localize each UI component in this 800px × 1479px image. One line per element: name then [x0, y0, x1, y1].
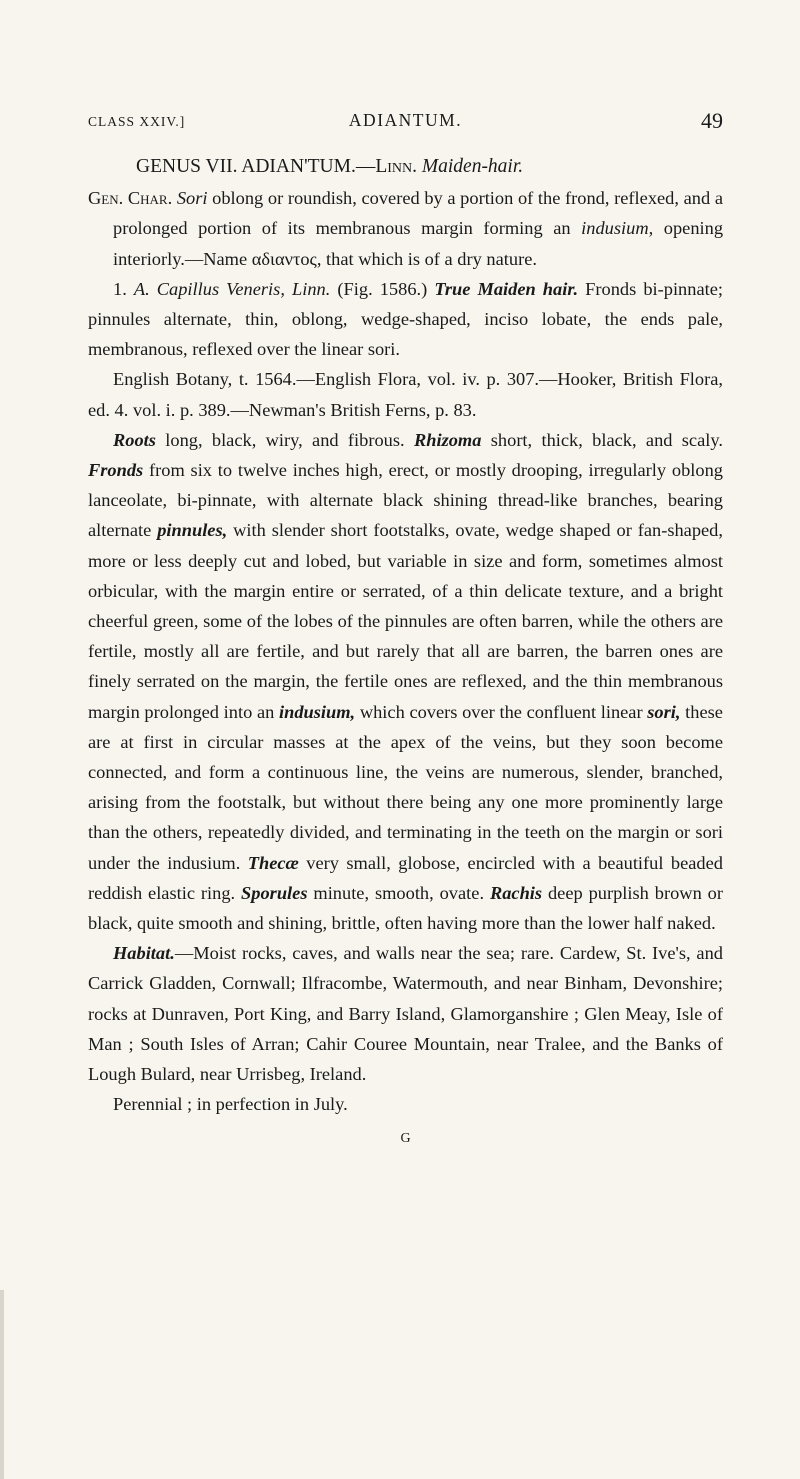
species-diagnosis: Fronds bi-pinnate; pinnules alternate, thin, oblong, wedge-shaped, inciso lobate, the ends pale, membranous, reflexed over the linear sori.: [88, 278, 723, 360]
body-text: [88, 152, 723, 1154]
description: Roots long, black, wiry, and fibrous. Rhizoma short, thick, black, and scaly. Fronds from six to twelve inches high, erect, or mostly drooping, irregularly oblong lanceolate, bi-pinnate, with alternate black shining thread-like branches, bearing alternate pinnules, with slender short footstalks, ovate, wedge shaped or fan-shaped, more or less deeply cut and lobed, but variable in size and form, sometimes almost orbicular, with the margin entire or serrated, of a thin delicate texture, and a bright cheerful green, some of the lobes of the pinnules are often barren, while the others are fertile, mostly all are fertile, and but rarely that all are barren, the barren ones are finely serrated on the margin, the fertile ones are reflexed, and the thin membranous margin prolonged into an indusium, which covers over the confluent linear sori, these are at first in circular masses at the apex of the veins, but they soon become connected, and form a continuous line, the veins are numerous, slender, branched, arising from the footstalk, but without there being any one more prominently large than the others, repeatedly divided, and terminating in the teeth on the margin or sori under the indusium. Thecæ very small, globose, encircled with a beautiful beaded reddish elastic ring. Sporules minute, smooth, ovate. Rachis deep purplish brown or black, quite smooth and shining, brittle, often having more than the lower half naked.: [88, 429, 723, 934]
signature-mark: G: [400, 1130, 411, 1146]
greek-name: αδιαντος,: [251, 248, 322, 269]
genus-common-name: Maiden-hair.: [421, 156, 524, 177]
running-header: [88, 108, 723, 138]
perennial-note: Perennial ; in perfection in July.: [113, 1094, 348, 1115]
species-name: A. Capillus Veneris, Linn.: [133, 278, 331, 299]
page-edge-shadow: [0, 1290, 4, 1479]
class-heading: CLASS XXIV.]: [88, 114, 186, 129]
figure-reference: (Fig. 1586.): [337, 278, 428, 299]
section-title: ADIANTUM.: [348, 110, 463, 130]
genus-heading: [88, 152, 723, 182]
genus-authority: Linn.: [375, 156, 417, 177]
references: English Botany, t. 1564.—English Flora, vol. iv. p. 307.—Hooker, British Flora, ed. 4. vol. i. p. 389.—Newman's British Ferns, p. 83.: [88, 369, 723, 420]
species-entry: 1. A. Capillus Veneris, Linn. (Fig. 1586.) True Maiden hair. Fronds bi-pinnate; pinnules alternate, thin, oblong, wedge-shaped, inciso lobate, the ends pale, membranous, reflexed over the linear sori.: [88, 278, 723, 360]
page-number: 49: [701, 108, 723, 133]
habitat-label: Habitat.: [113, 943, 175, 964]
genus-title: GENUS VII. ADIAN'TUM.—: [136, 156, 376, 177]
species-common-name: True Maiden hair.: [434, 278, 579, 299]
gen-char-label: Gen. Char.: [88, 188, 173, 209]
habitat: Habitat.—Moist rocks, caves, and walls near the sea; rare. Cardew, St. Ive's, and Carrick Gladden, Cornwall; Ilfracombe, Watermouth, and near Binham, Devonshire; rocks at Dunraven, Port King, and Barry Island, Glamorganshire ; Glen Meay, Isle of Man ; South Isles of Arran; Cahir Couree Mountain, near Tralee, and the Banks of Lough Bulard, near Urrisbeg, Ireland.: [88, 943, 723, 1085]
generic-character: Gen. Char. Sori oblong or roundish, covered by a portion of the frond, reflexed, and a prolonged portion of its membranous margin forming an indusium, opening interiorly.—Name αδιαντος, that which is of a dry nature.: [88, 188, 724, 269]
